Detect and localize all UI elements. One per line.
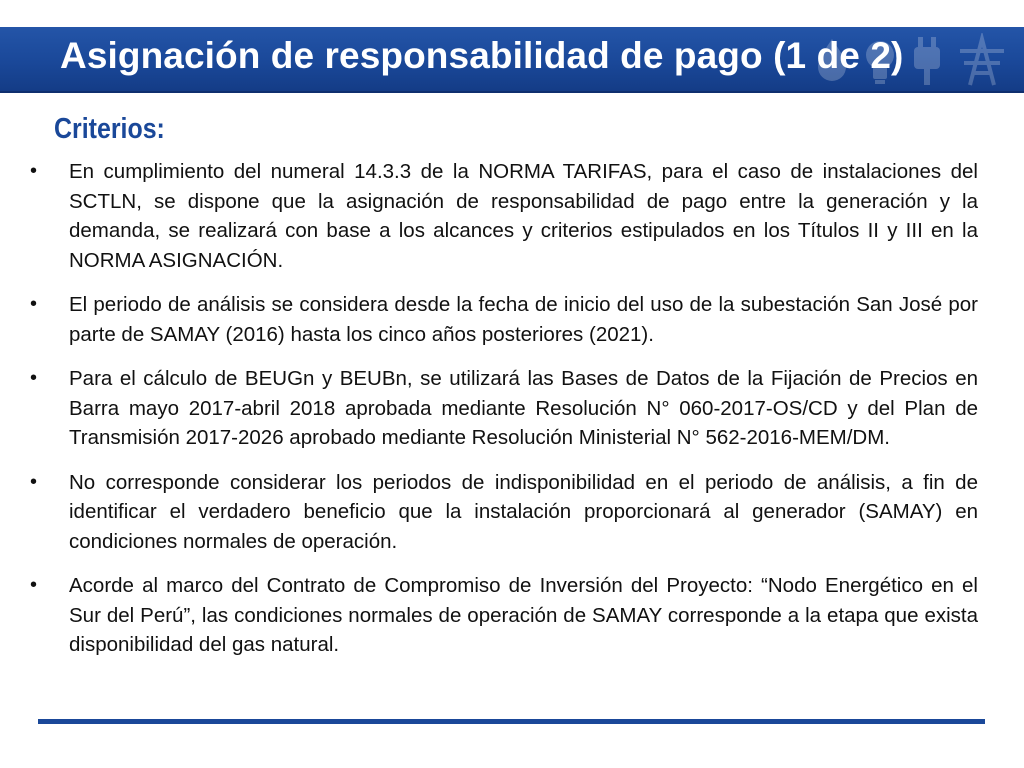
bullet-text: En cumplimiento del numeral 14.3.3 de la NORMA TARIFAS, para el caso de instalaciones del SCTLN, se dispone que la asignación de responsabilidad de pago entre la generación y la demanda, se realizará con base a los alcances y criterios estipulados en los Títulos II y III en la NORMA ASIGNACIÓN. — [69, 160, 978, 272]
section-subtitle: Criterios: — [54, 113, 165, 145]
bullet-text: Para el cálculo de BEUGn y BEUBn, se utilizará las Bases de Datos de la Fijación de Precios en Barra mayo 2017-abril 2018 aprobada mediante Resolución N° 060-2017-OS/CD y del Plan de Transmisión 2017-2026 aprobado mediante Resolución Ministerial N° 562-2016-MEM/DM. — [69, 367, 978, 449]
bullet-marker: • — [30, 574, 38, 596]
bullet-text: El periodo de análisis se considera desde la fecha de inicio del uso de la subestación San José por parte de SAMAY (2016) hasta los cinco años posteriores (2021). — [69, 293, 978, 346]
electric-tower-icon — [960, 39, 1004, 85]
bullet-marker: • — [30, 293, 38, 315]
bullet-item — [28, 364, 978, 453]
bullet-marker: • — [30, 470, 38, 493]
bullet-item — [28, 157, 978, 275]
bullet-list — [28, 157, 978, 675]
bullet-item — [28, 571, 978, 660]
bullet-item — [28, 290, 978, 349]
bullet-marker: • — [30, 367, 38, 389]
bullet-text: No corresponde considerar los periodos de indisponibilidad en el periodo de análisis, a fin de identificar el verdadero beneficio que la instalación proporcionará al generador (SAMAY) en condiciones normales de operación. — [69, 470, 978, 553]
title-bar — [0, 27, 1024, 93]
plug-icon — [914, 37, 940, 85]
bullet-marker: • — [30, 160, 38, 182]
bullet-item — [28, 468, 978, 557]
slide-title: Asignación de responsabilidad de pago (1 de 2) — [60, 35, 904, 76]
bottom-divider — [38, 719, 985, 724]
bullet-text: Acorde al marco del Contrato de Compromiso de Inversión del Proyecto: “Nodo Energético en el Sur del Perú”, las condiciones normales de operación de SAMAY corresponde a la etapa que exista disponibilidad del gas natural. — [69, 574, 978, 656]
